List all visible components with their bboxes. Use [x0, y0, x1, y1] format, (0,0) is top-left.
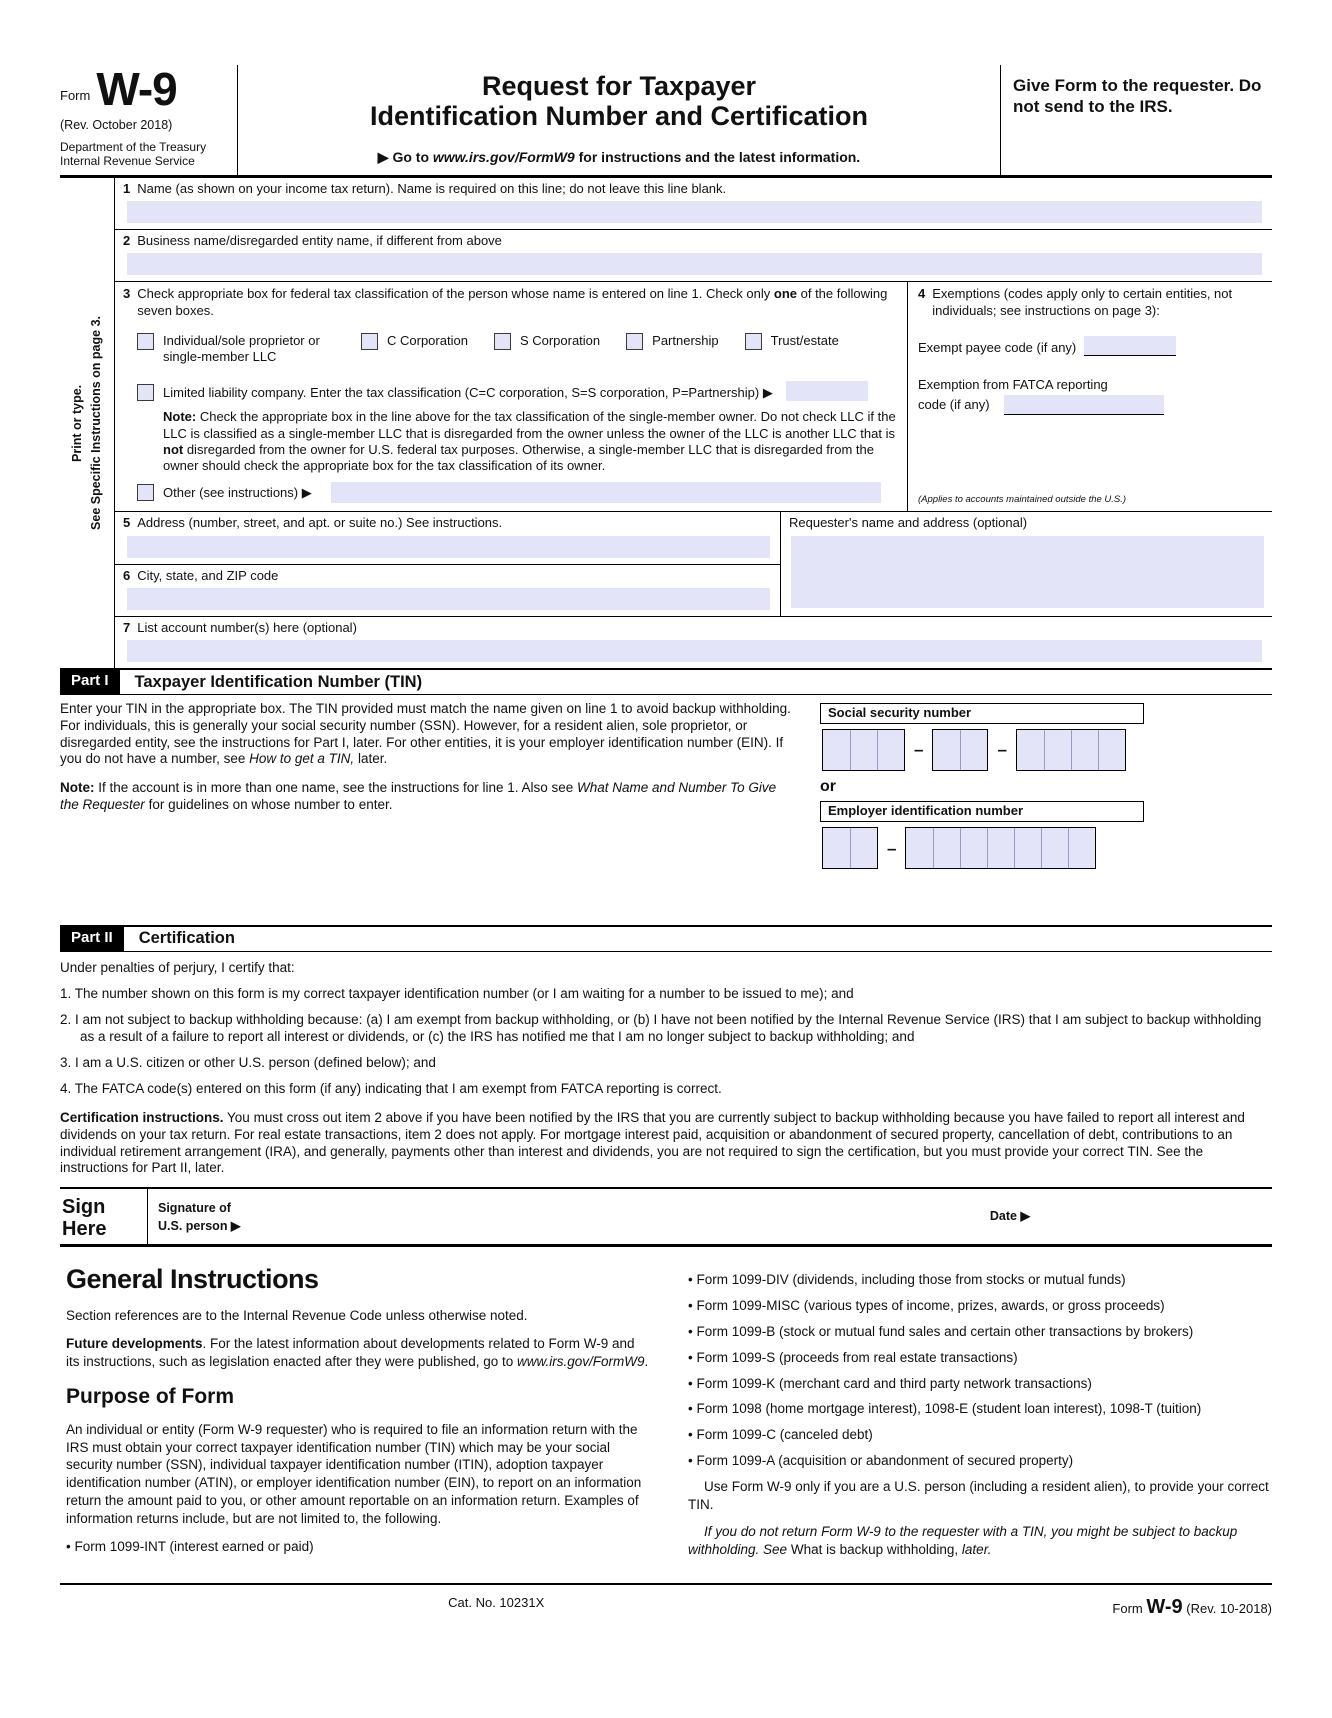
checkbox-partnership-label: Partnership: [652, 332, 719, 348]
form-title: Request for Taxpayer Identification Number and Certification: [369, 71, 869, 132]
line2-business-row: [115, 230, 1272, 282]
form-id-block: [60, 65, 238, 175]
other-input[interactable]: [331, 482, 881, 503]
requester-label: Requester's name and address (optional): [789, 515, 1028, 531]
account-numbers-input[interactable]: [127, 640, 1262, 662]
city-state-zip-input[interactable]: [127, 588, 770, 610]
ssn-dash: –: [997, 740, 1007, 760]
ein-digit-cell[interactable]: [1068, 828, 1095, 868]
department-line: Department of the Treasury: [60, 140, 207, 155]
catalog-number: Cat. No. 10231X: [448, 1595, 545, 1611]
date-label: Date ▶: [989, 1208, 1031, 1223]
other-label: Other (see instructions) ▶: [163, 484, 312, 500]
line6-number: 6: [123, 567, 131, 583]
part1-header: [60, 670, 1272, 695]
ssn-digit-cell[interactable]: [1044, 730, 1071, 770]
ssn-dash: –: [914, 740, 924, 760]
ein-boxes: [822, 827, 1272, 869]
bullet-1099-b: • Form 1099-B (stock or mutual fund sales and certain other transactions by brokers): [688, 1323, 1194, 1339]
address-input[interactable]: [127, 536, 770, 558]
line3-classification: [115, 282, 907, 511]
business-name-input[interactable]: [127, 253, 1262, 275]
ssn-digit-cell[interactable]: [1098, 730, 1125, 770]
checkbox-s-corporation[interactable]: [494, 333, 511, 350]
ein-digit-cell[interactable]: [906, 828, 933, 868]
requester-cell: [780, 512, 1272, 617]
purpose-of-form-title: Purpose of Form: [66, 1385, 235, 1409]
line2-number: 2: [123, 233, 131, 249]
certify-item-4: 4. The FATCA code(s) entered on this form (if any) indicating that I am exempt from FATCA reporting is correct.: [60, 1080, 722, 1096]
form-word: Form: [60, 88, 91, 104]
form-title-block: [238, 65, 1000, 175]
line6-city-row: [115, 565, 780, 617]
ssn-digit-cell[interactable]: [960, 730, 987, 770]
line3-number: 3: [123, 286, 131, 302]
footer-form-id: Form W-9 (Rev. 10-2018): [1112, 1596, 1272, 1619]
bullet-1099-div: • Form 1099-DIV (dividends, including those from stocks or mutual funds): [688, 1272, 1126, 1288]
line4-number: 4: [918, 286, 926, 302]
line4-exemptions: [907, 282, 1272, 511]
irs-url: www.irs.gov/FormW9: [432, 149, 575, 166]
checkbox-partnership[interactable]: [626, 333, 643, 350]
ssn-digit-cell[interactable]: [1071, 730, 1098, 770]
left-instruction-strip: [60, 178, 115, 668]
line3-label: Check appropriate box for federal tax classification of the person whose name is entered on line 1. Check only one of the following seven boxes.: [137, 286, 888, 318]
sign-here-label: Sign Here: [60, 1189, 148, 1244]
bullet-1099-misc: • Form 1099-MISC (various types of income, prizes, awards, or gross proceeds): [688, 1298, 1165, 1314]
ssn-digit-cell[interactable]: [877, 730, 904, 770]
part2-header: [60, 925, 1272, 952]
print-or-type-label: Print or type.: [70, 384, 85, 462]
line2-label: Business name/disregarded entity name, if different from above: [137, 233, 502, 249]
certification-instructions: Certification instructions. You must cross out item 2 above if you have been notified by the IRS that you are currently subject to backup withholding because you have failed to report all interest and dividends on your tax return. For real estate transactions, item 2 does not apply. For mortgage interest paid, acquisition or abandonment of secured property, cancellation of debt, contributions to an individual retirement arrangement (IRA), and generally, payments other than interest and dividends, you are not required to sign the certification, but you must provide your correct TIN. See the instructions for Part II, later.: [60, 1109, 1245, 1176]
ssn-boxes: [822, 729, 1272, 771]
line4-label: Exemptions (codes apply only to certain entities, not individuals; see instructions on page 3):: [932, 286, 1233, 319]
line1-name-row: [115, 178, 1272, 230]
ssn-digit-cell[interactable]: [823, 730, 850, 770]
ssn-digit-cell[interactable]: [850, 730, 877, 770]
name-input[interactable]: [127, 201, 1262, 223]
fatca-label-line1: Exemption from FATCA reporting: [918, 377, 1108, 393]
line7-number: 7: [123, 619, 131, 635]
checkbox-s-corporation-label: S Corporation: [519, 332, 601, 348]
checkbox-c-corporation[interactable]: [361, 333, 378, 350]
form-header: [60, 65, 1272, 178]
llc-note: Note: Check the appropriate box in the line above for the tax classification of the single-member owner. Do not check LLC if the LLC is classified as a single-member LLC that is disregarded from the owner unless the owner of the LLC is another LLC that is not disregarded from the owner for U.S. federal tax purposes. Otherwise, a single-member LLC that is disregarded from the owner should check the appropriate box for the tax classification of its owner.: [163, 409, 896, 474]
ein-digit-cell[interactable]: [1041, 828, 1068, 868]
applies-note: (Applies to accounts maintained outside the U.S.): [918, 494, 1127, 506]
llc-classification-input[interactable]: [786, 381, 868, 401]
certify-intro: Under penalties of perjury, I certify that:: [60, 959, 295, 975]
checkbox-trust-estate-label: Trust/estate: [770, 332, 839, 348]
ssn-digit-cell[interactable]: [1017, 730, 1044, 770]
give-form-note: Give Form to the requester. Do not send to the IRS.: [1000, 65, 1272, 175]
general-instructions-left: [66, 1263, 650, 1569]
line7-accounts-row: [115, 617, 1272, 668]
certify-item-2: 2. I am not subject to backup withholding because: (a) I am exempt from backup withholding, or (b) I have not been notified by the Internal Revenue Service (IRS) that I am subject to backup withholding as a result of a failure to report all interest or dividends, or (c) the IRS has notified me that I am no longer subject to backup withholding; and: [60, 1012, 1262, 1045]
checkbox-individual[interactable]: [137, 333, 154, 350]
exempt-payee-input[interactable]: [1084, 336, 1176, 356]
line5-label: Address (number, street, and apt. or suite no.) See instructions.: [137, 515, 503, 531]
checkbox-trust-estate[interactable]: [745, 333, 762, 350]
exempt-payee-label: Exempt payee code (if any): [918, 339, 1077, 355]
fatca-code-input[interactable]: [1004, 395, 1164, 415]
goto-line: ▶ Go to www.irs.gov/FormW9 for instructions and the latest information.: [377, 149, 861, 166]
line5-address-row: [115, 512, 780, 564]
service-line: Internal Revenue Service: [60, 154, 195, 169]
checkbox-c-corporation-label: C Corporation: [387, 332, 468, 348]
ssn-digit-cell[interactable]: [933, 730, 960, 770]
form-number: W-9: [96, 63, 177, 115]
general-instructions-right: [688, 1263, 1272, 1569]
general-instructions-title: General Instructions: [66, 1264, 319, 1295]
signature-section: [60, 1187, 1272, 1247]
ssn-label-box: Social security number: [820, 703, 1144, 724]
use-form-paragraph: Use Form W-9 only if you are a U.S. person (including a resident alien), to provide your correct TIN.: [688, 1478, 1269, 1512]
checkbox-other[interactable]: [137, 484, 154, 501]
ein-digit-cell[interactable]: [960, 828, 987, 868]
part1-instructions: Enter your TIN in the appropriate box. The TIN provided must match the name given on line 1 to avoid backup withholding. For individuals, this is generally your social security number (SSN). However, for a resident alien, sole proprietor, or disregarded entity, see the instructions for Part I, later. For other entities, it is your employer identification number (EIN). If you do not have a number, see How to get a TIN, later. Note: If the account is in more than one name, see the instructions for line 1. Also see What Name and Number To Give the Requester for guidelines on whose number to enter.: [60, 700, 791, 813]
page-footer: [60, 1583, 1272, 1620]
tin-entry-column: [820, 701, 1272, 917]
certify-item-3: 3. I am a U.S. citizen or other U.S. person (defined below); and: [60, 1055, 436, 1071]
section-references: Section references are to the Internal Revenue Code unless otherwise noted.: [66, 1308, 528, 1324]
bullet-1098: • Form 1098 (home mortgage interest), 1098-E (student loan interest), 1098-T (tuition): [688, 1401, 1202, 1417]
ein-digit-cell[interactable]: [823, 828, 850, 868]
part1-tag: Part I: [60, 670, 120, 694]
part2-tag: Part II: [60, 927, 124, 951]
part1-title: Taxpayer Identification Number (TIN): [134, 672, 423, 691]
checkbox-llc[interactable]: [137, 384, 154, 401]
bullet-1099-a: • Form 1099-A (acquisition or abandonment of secured property): [688, 1452, 1074, 1468]
signature-of-label: Signature of U.S. person ▶: [158, 1200, 241, 1233]
ein-digit-cell[interactable]: [987, 828, 1014, 868]
bullet-1099-c: • Form 1099-C (canceled debt): [688, 1427, 873, 1443]
or-label: or: [820, 778, 836, 796]
ein-dash: –: [887, 838, 897, 858]
arrow-icon: ▶: [377, 149, 389, 166]
bullet-1099-k: • Form 1099-K (merchant card and third party network transactions): [688, 1375, 1092, 1391]
certify-item-1: 1. The number shown on this form is my correct taxpayer identification number (or I am waiting for a number to be issued to me); and: [60, 986, 854, 1002]
llc-label: Limited liability company. Enter the tax classification (C=C corporation, S=S corporation, P=Partnership) ▶: [163, 385, 773, 401]
see-instructions-label: See Specific Instructions on page 3.: [89, 315, 103, 530]
line1-number: 1: [123, 180, 131, 196]
line1-label: Name (as shown on your income tax return). Name is required on this line; do not leave this line blank.: [137, 180, 727, 196]
form-revision: (Rev. October 2018): [60, 118, 173, 133]
upper-form: [60, 178, 1272, 670]
line6-label: City, state, and ZIP code: [137, 567, 279, 583]
checkbox-individual-label: Individual/sole proprietor or single-member LLC: [163, 332, 320, 365]
bullet-1099-s: • Form 1099-S (proceeds from real estate transactions): [688, 1349, 1018, 1365]
line7-label: List account number(s) here (optional): [137, 619, 357, 635]
irs-url-2: www.irs.gov/FormW9: [517, 1353, 645, 1369]
line5-number: 5: [123, 515, 131, 531]
ein-digit-cell[interactable]: [933, 828, 960, 868]
requester-input[interactable]: [791, 536, 1264, 608]
ein-digit-cell[interactable]: [850, 828, 877, 868]
ein-digit-cell[interactable]: [1014, 828, 1041, 868]
ein-label-box: Employer identification number: [820, 801, 1144, 822]
future-developments: Future developments. For the latest information about developments related to Form W-9 and its instructions, such as legislation enacted after they were published, go to www.irs.gov/FormW9.: [66, 1335, 649, 1369]
bullet-1099-int: • Form 1099-INT (interest earned or paid): [66, 1538, 314, 1554]
certification-text: [60, 952, 1272, 1188]
fatca-label-line2: code (if any): [918, 397, 990, 413]
backup-withholding-paragraph: If you do not return Form W-9 to the requester with a TIN, you might be subject to backup withholding. See What is backup withholding, later.: [688, 1524, 1238, 1558]
purpose-paragraph: An individual or entity (Form W-9 requester) who is required to file an information return with the IRS must obtain your correct taxpayer identification number (TIN) which may be your social security number (SSN), individual taxpayer identification number (ITIN), adoption taxpayer identification number (ATIN), or employer identification number (EIN), to report on an information return the amount paid to you, or other amount reportable on an information return. Examples of information returns include, but are not limited to, the following.: [66, 1421, 642, 1526]
part2-title: Certification: [138, 929, 235, 948]
